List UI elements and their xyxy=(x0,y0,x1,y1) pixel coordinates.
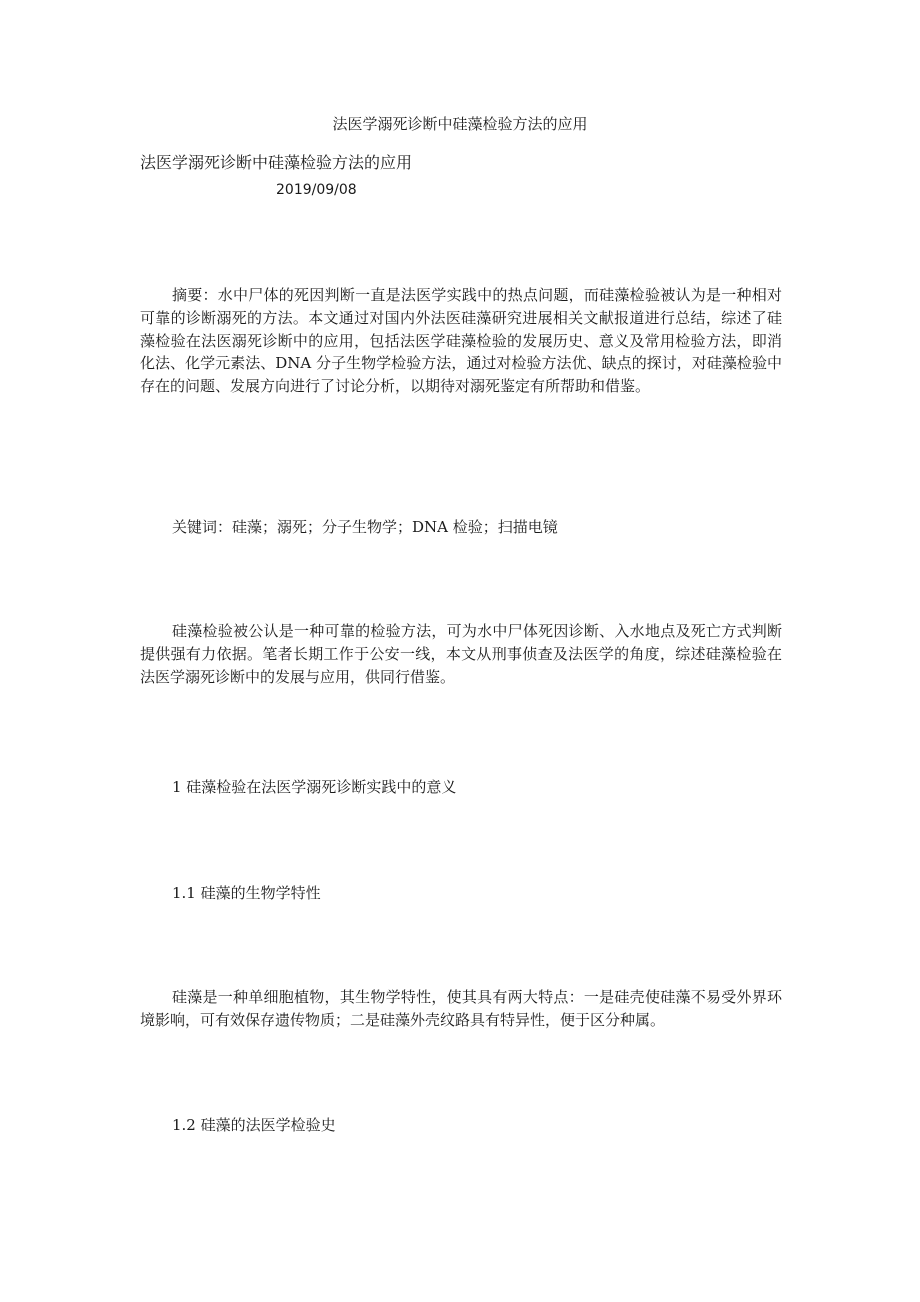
section-1-1-heading: 1.1 硅藻的生物学特性 xyxy=(172,884,321,902)
document-date: 2019/09/08 xyxy=(276,182,357,198)
intro-paragraph: 硅藻检验被公认是一种可靠的检验方法，可为水中尸体死因诊断、入水地点及死亡方式判断提供强有力依据。笔者长期工作于公安一线，本文从刑事侦查及法医学的角度，综述硅藻检验在法医学溺死诊断中的发展与应用，供同行借鉴。 xyxy=(140,622,782,686)
section-1-1-body: 硅藻是一种单细胞植物，其生物学特性，使其具有两大特点：一是硅壳使硅藻不易受外界环境影响，可有效保存遗传物质；二是硅藻外壳纹路具有特异性，便于区分种属。 xyxy=(140,988,782,1029)
keywords-paragraph: 关键词：硅藻；溺死；分子生物学；DNA 检验；扫描电镜 xyxy=(172,518,558,536)
section-1-2-heading: 1.2 硅藻的法医学检验史 xyxy=(172,1116,336,1134)
page-header-title: 法医学溺死诊断中硅藻检验方法的应用 xyxy=(332,115,588,133)
abstract-paragraph: 摘要：水中尸体的死因判断一直是法医学实践中的热点问题，而硅藻检验被认为是一种相对可靠的诊断溺死的方法。本文通过对国内外法医硅藻研究进展相关文献报道进行总结，综述了硅藻检验在法医溺死诊断中的应用，包括法医学硅藻检验的发展历史、意义及常用检验方法，即消化法、化学元素法、DNA 分子生物学检验方法，通过对检验方法优、缺点的探讨，对硅藻检验中存在的问题、发展方向进行了讨论分析，以期待对溺死鉴定有所帮助和借鉴。 xyxy=(140,286,782,396)
section-1-heading: 1 硅藻检验在法医学溺死诊断实践中的意义 xyxy=(172,778,457,796)
document-title: 法医学溺死诊断中硅藻检验方法的应用 xyxy=(140,153,413,172)
